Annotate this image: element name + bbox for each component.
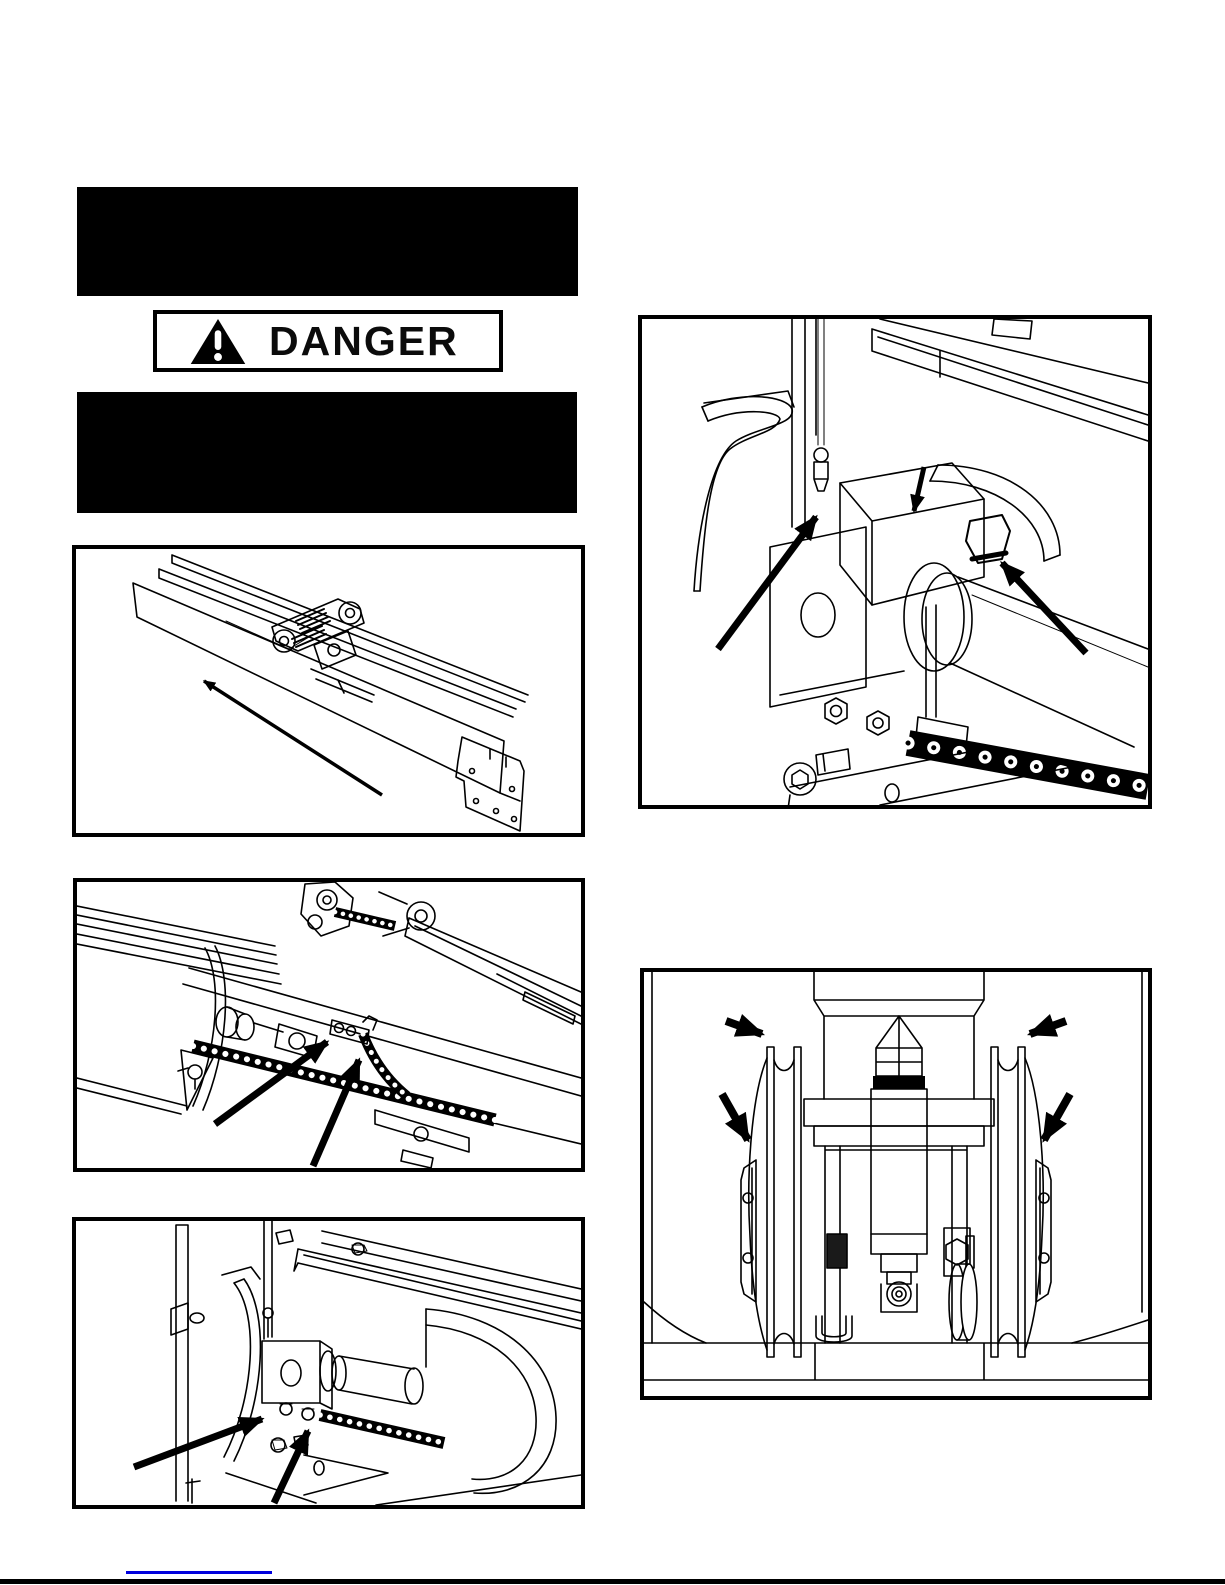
callout-arrow-left-wear-pad [722,1094,748,1140]
callout-arrow-holder [914,467,924,511]
sheave-drawing [644,972,1148,1396]
callout-arrow-right-wear-pad [1044,1094,1070,1140]
danger-label: DANGER [269,317,459,364]
chain-adjuster-side-drawing [76,1221,581,1505]
callout-arrow-elbow-fitting [1002,563,1086,653]
callout-arrow-right-nut [274,1431,308,1503]
redacted-text-block-top [77,187,578,296]
warning-triangle-icon [189,318,247,365]
boom-rails [133,555,528,793]
redacted-text-block-middle [77,392,577,513]
figure-sheaves-and-wear-pads [640,968,1152,1400]
lift-chain [320,1415,444,1443]
figure-boom-chain-adjusters-side [72,1217,585,1509]
grease-fitting [814,448,828,491]
frame-posts [171,1221,581,1501]
hose-and-elbow-fitting [930,465,1060,563]
wear-pads [741,1160,1051,1302]
base-and-hardware [644,1228,1148,1380]
boom-end-plate [456,737,524,831]
grease-fitting-drawing [642,319,1148,805]
footer-link-underline[interactable] [126,1571,272,1574]
figure-boom-section-extend-arrow [72,545,585,837]
adjuster-nuts [186,1403,581,1505]
adjuster-bracket [272,599,374,702]
boom-structure [77,882,581,1144]
roller-chain [908,743,1148,787]
extend-direction-arrow [204,681,382,795]
page-bottom-border [0,1579,1225,1584]
frame-structure [694,319,1148,591]
callout-arrow-right-sheave [1030,1021,1066,1034]
danger-banner [153,310,503,372]
figure-cylinder-grease-fittings-closeup [638,315,1152,809]
cylinder-block [262,1309,556,1493]
figure-boom-chain-adjusters-iso [73,878,585,1172]
chain-adjuster-drawing [77,882,581,1168]
callout-arrow-grease-fitting [718,517,816,649]
boom-section-drawing [76,549,581,833]
cylinder-holder [770,463,984,707]
callout-arrow-left-sheave [726,1021,762,1034]
